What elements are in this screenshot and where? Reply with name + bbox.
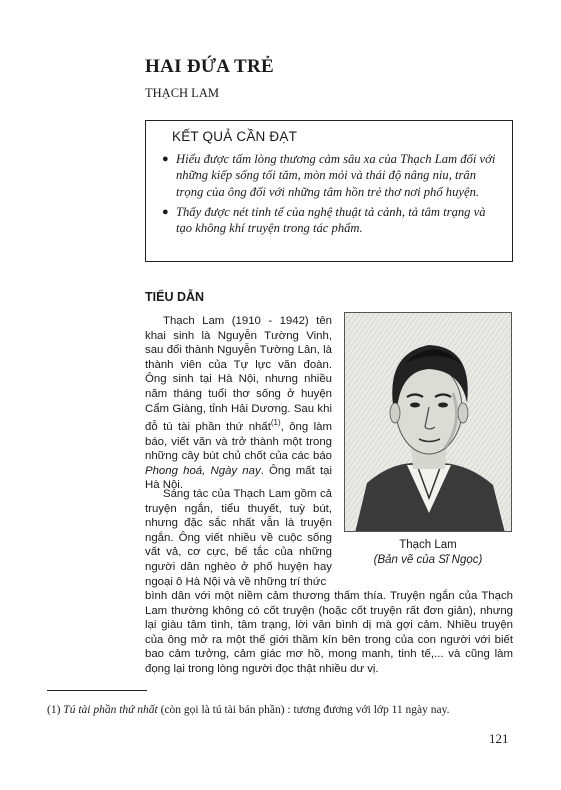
bullet-icon: ● [162,205,169,218]
footnote [47,704,450,716]
intro-paragraph-2: Sáng tác của Thạch Lam gồm cả truyện ngắn, tiểu thuyết, tuỳ bút, nhưng đặc sắc nhất vẫn là truyện ngắn. Ông viết nhiều về cuộc sống vất vả, cơ cực, bế tắc của những người dân nghèo ở phố huyện hay ngoại ô Hà Nội và về những trí thức [145,488,332,588]
footnote-ref[interactable]: (1) [270,418,281,428]
learning-outcome-text: Hiểu được tấm lòng thương cảm sâu xa của Thạch Lam đối với những kiếp sống tối tăm, mòn mỏi và thái độ nâng niu, trân trọng của ông đối với những tâm hồn trẻ thơ nơi phố huyện. [176,152,496,199]
intro-text: Thạch Lam (1910 - 1942) tên khai sinh là Nguyễn Tường Vinh, sau đổi thành Nguyễn Tường Lân, là thành viên của Tự lực văn đoàn. Ông sinh tại Hà Nội, nhưng nhiều năm tháng tuổi thơ sống ở huyện Cẩm Giàng, tỉnh Hải Dương. Sau khi đỗ tú tài phần thứ nhất [145,315,332,433]
learning-outcome-text: Thấy được nét tinh tế của nghệ thuật tả cảnh, tả tâm trạng và tạo không khí truyện trong tác phẩm. [176,204,486,236]
footnote-text: (còn gọi là tú tài bán phần) : tương đương với lớp 11 ngày nay. [157,704,450,716]
portrait-sketch-icon [345,313,512,532]
intro-text: , ông làm báo, viết văn và trở thành một trong những cây bút chủ chốt của các báo [145,420,332,463]
section-heading: TIỂU DẪN [145,290,205,304]
bullet-icon: ● [162,153,169,165]
footnote-term: Tú tài phần thứ nhất [63,704,158,716]
intro-paragraph-3: bình dân với một niềm cảm thương thấm thía. Truyện ngắn của Thạch Lam thường không có cốt truyện (hoặc cốt truyện rất đơn giản), nhưng lại giàu tâm tình, tâm trạng, lời văn bình dị mà gợi cảm. Nhiều truyện của ông mở ra một thế giới thầm kín bên trong của con người với biết bao cảm tưởng, cảm giác mơ hồ, mong manh, tinh tế,... và cũng làm đọng lại trong lòng người đọc thật nhiều dư vị. [145,590,513,675]
portrait-caption [344,538,512,568]
author-name: THẠCH LAM [145,86,219,100]
portrait-caption-credit: (Bản vẽ của Sĩ Ngọc) [373,554,483,566]
page-number: 121 [489,731,509,746]
learning-outcomes-box [145,120,513,262]
footnote-marker: (1) [47,704,61,716]
intro-text: . Ông mất tại Hà Nội. [145,464,332,492]
learning-outcomes-heading: KẾT QUẢ CẦN ĐẠT [172,129,298,144]
intro-paragraph-1 [145,314,332,493]
footnote-divider [47,690,147,691]
author-portrait [344,312,512,532]
portrait-caption-name: Thạch Lam [399,539,457,551]
page-title: HAI ĐỨA TRẺ [145,56,274,77]
newspaper-names: Phong hoá, Ngày nay [145,464,261,477]
learning-outcome-item [162,151,498,200]
learning-outcome-item [162,204,498,237]
